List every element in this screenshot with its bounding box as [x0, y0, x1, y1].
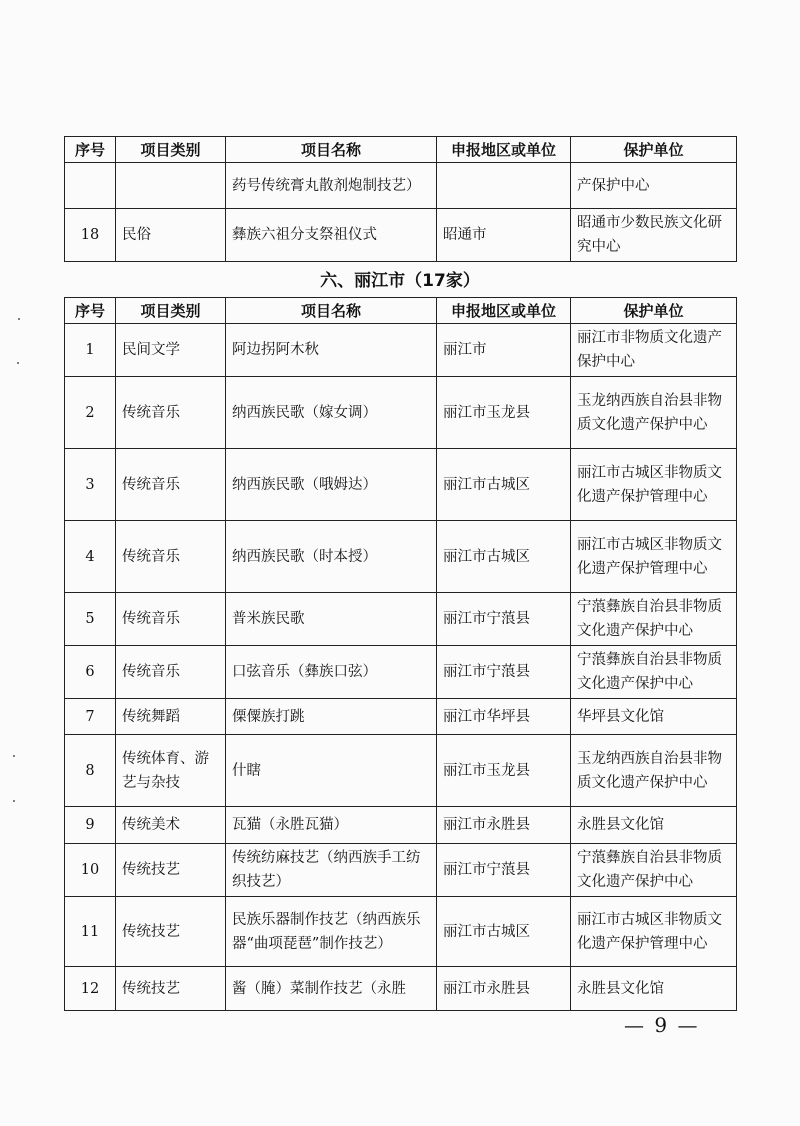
- cell-unit: 永胜县文化馆: [571, 967, 737, 1011]
- cell-region: 丽江市古城区: [437, 897, 571, 967]
- cell-region: 丽江市永胜县: [437, 967, 571, 1011]
- header-category: 项目类别: [116, 298, 226, 324]
- cell-unit: 宁蒗彝族自治县非物质文化遗产保护中心: [571, 646, 737, 699]
- cell-unit: 产保护中心: [571, 163, 737, 209]
- cell-region: 丽江市宁蒗县: [437, 844, 571, 897]
- cell-unit: 丽江市非物质文化遗产保护中心: [571, 324, 737, 377]
- table-row: [65, 807, 737, 844]
- cell-no: 6: [65, 646, 116, 699]
- cell-unit: 丽江市古城区非物质文化遗产保护管理中心: [571, 897, 737, 967]
- cell-unit: 丽江市古城区非物质文化遗产保护管理中心: [571, 521, 737, 593]
- cell-no: 1: [65, 324, 116, 377]
- cell-no: 5: [65, 593, 116, 646]
- cell-name: 药号传统膏丸散剂炮制技艺）: [226, 163, 437, 209]
- cell-no: 8: [65, 735, 116, 807]
- cell-no: 3: [65, 449, 116, 521]
- cell-no: 4: [65, 521, 116, 593]
- cell-no: [65, 163, 116, 209]
- table-header-row: [65, 137, 737, 163]
- cell-name: 阿边拐阿木秋: [226, 324, 437, 377]
- cell-no: 12: [65, 967, 116, 1011]
- cell-category: [116, 163, 226, 209]
- cell-name: 纳西族民歌（时本授）: [226, 521, 437, 593]
- cell-no: 2: [65, 377, 116, 449]
- cell-unit: 昭通市少数民族文化研究中心: [571, 209, 737, 262]
- table-row: [65, 844, 737, 897]
- cell-region: 丽江市玉龙县: [437, 735, 571, 807]
- table-row: [65, 377, 737, 449]
- scan-speck: [17, 362, 19, 364]
- cell-category: 传统音乐: [116, 593, 226, 646]
- table-row: [65, 324, 737, 377]
- cell-region: 丽江市古城区: [437, 521, 571, 593]
- cell-unit: 宁蒗彝族自治县非物质文化遗产保护中心: [571, 844, 737, 897]
- header-category: 项目类别: [116, 137, 226, 163]
- cell-region: 丽江市华坪县: [437, 699, 571, 735]
- header-unit: 保护单位: [571, 137, 737, 163]
- table-continuation: [64, 136, 737, 262]
- table-lijiang: [64, 297, 737, 1011]
- cell-category: 传统音乐: [116, 377, 226, 449]
- cell-name: 民族乐器制作技艺（纳西族乐器“曲项琵琶”制作技艺）: [226, 897, 437, 967]
- cell-region: 昭通市: [437, 209, 571, 262]
- cell-region: 丽江市宁蒗县: [437, 593, 571, 646]
- table-row: [65, 593, 737, 646]
- table-row: [65, 209, 737, 262]
- cell-no: 18: [65, 209, 116, 262]
- cell-category: 传统体育、游艺与杂技: [116, 735, 226, 807]
- cell-category: 传统美术: [116, 807, 226, 844]
- cell-name: 傈僳族打跳: [226, 699, 437, 735]
- page-number: — 9 —: [624, 1013, 700, 1037]
- cell-name: 纳西族民歌（哦姆达）: [226, 449, 437, 521]
- cell-unit: 丽江市古城区非物质文化遗产保护管理中心: [571, 449, 737, 521]
- table-row: [65, 735, 737, 807]
- cell-unit: 玉龙纳西族自治县非物质文化遗产保护中心: [571, 377, 737, 449]
- cell-category: 传统技艺: [116, 844, 226, 897]
- header-name: 项目名称: [226, 298, 437, 324]
- scan-speck: [13, 755, 15, 757]
- table-header-row: [65, 298, 737, 324]
- table-row: [65, 646, 737, 699]
- scan-speck: [13, 800, 15, 802]
- cell-unit: 永胜县文化馆: [571, 807, 737, 844]
- cell-region: 丽江市: [437, 324, 571, 377]
- cell-name: 什瞎: [226, 735, 437, 807]
- cell-category: 民间文学: [116, 324, 226, 377]
- table-row: [65, 163, 737, 209]
- header-region: 申报地区或单位: [437, 298, 571, 324]
- table-row: [65, 699, 737, 735]
- cell-category: 传统技艺: [116, 967, 226, 1011]
- table-row: [65, 521, 737, 593]
- cell-name: 彝族六祖分支祭祖仪式: [226, 209, 437, 262]
- header-name: 项目名称: [226, 137, 437, 163]
- cell-unit: 玉龙纳西族自治县非物质文化遗产保护中心: [571, 735, 737, 807]
- cell-category: 传统舞蹈: [116, 699, 226, 735]
- header-no: 序号: [65, 298, 116, 324]
- cell-no: 11: [65, 897, 116, 967]
- cell-name: 酱（腌）菜制作技艺（永胜: [226, 967, 437, 1011]
- cell-name: 口弦音乐（彝族口弦）: [226, 646, 437, 699]
- scan-speck: [18, 318, 20, 320]
- table-row: [65, 967, 737, 1011]
- header-no: 序号: [65, 137, 116, 163]
- cell-category: 传统音乐: [116, 521, 226, 593]
- cell-unit: 宁蒗彝族自治县非物质文化遗产保护中心: [571, 593, 737, 646]
- cell-category: 传统音乐: [116, 646, 226, 699]
- cell-no: 10: [65, 844, 116, 897]
- cell-region: 丽江市玉龙县: [437, 377, 571, 449]
- cell-name: 传统纺麻技艺（纳西族手工纺织技艺）: [226, 844, 437, 897]
- cell-region: 丽江市古城区: [437, 449, 571, 521]
- cell-name: 纳西族民歌（嫁女调）: [226, 377, 437, 449]
- cell-category: 传统技艺: [116, 897, 226, 967]
- cell-name: 普米族民歌: [226, 593, 437, 646]
- cell-name: 瓦猫（永胜瓦猫）: [226, 807, 437, 844]
- cell-region: [437, 163, 571, 209]
- table-row: [65, 449, 737, 521]
- cell-no: 9: [65, 807, 116, 844]
- cell-region: 丽江市永胜县: [437, 807, 571, 844]
- header-region: 申报地区或单位: [437, 137, 571, 163]
- cell-category: 传统音乐: [116, 449, 226, 521]
- section-title: 六、丽江市（17家）: [320, 271, 480, 291]
- table-row: [65, 897, 737, 967]
- cell-no: 7: [65, 699, 116, 735]
- header-unit: 保护单位: [571, 298, 737, 324]
- cell-category: 民俗: [116, 209, 226, 262]
- cell-region: 丽江市宁蒗县: [437, 646, 571, 699]
- cell-unit: 华坪县文化馆: [571, 699, 737, 735]
